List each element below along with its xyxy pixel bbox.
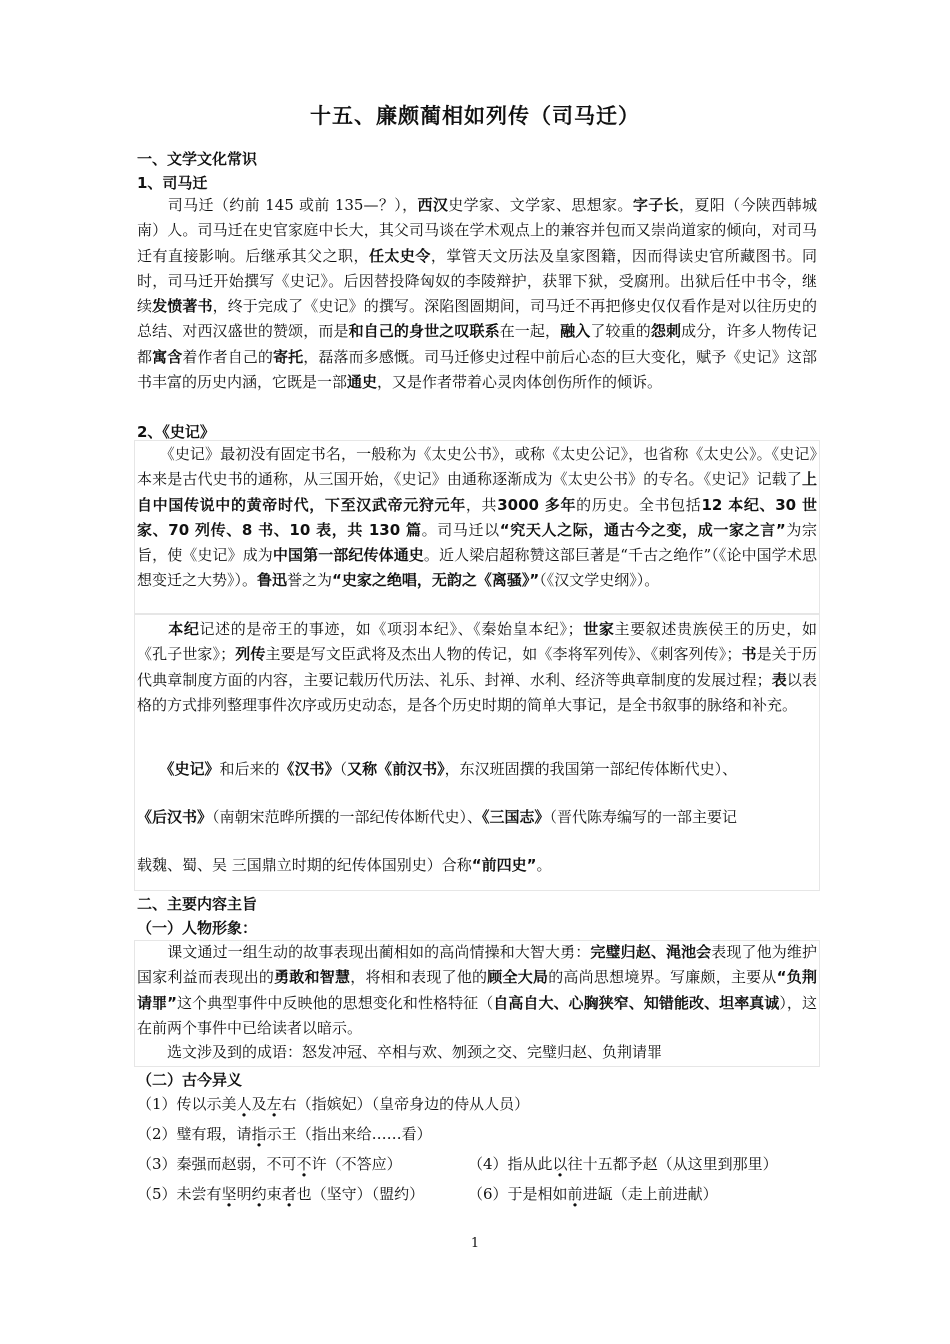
text-run: （6）于是相如 bbox=[468, 1185, 568, 1203]
emphasis-text: “负荆请罪” bbox=[137, 968, 817, 1012]
text-run: 往十五都予赵（从这里到那里） bbox=[567, 1155, 778, 1173]
gujin-item-5 bbox=[137, 1183, 424, 1204]
text-run: 许（不答应） bbox=[311, 1155, 402, 1173]
text-run: ，磊落而多感慨。司马迁修史过程中前后心态的巨大变化，赋予《史记》这部书丰富的历史内涵，它既是一部 bbox=[137, 347, 817, 392]
emphasis-text: 任太史令 bbox=[368, 246, 431, 265]
emphasis-text: 和自己的身世之叹联系 bbox=[348, 322, 500, 341]
text-run: 也（坚守）（盟约） bbox=[296, 1185, 425, 1203]
text-run: 的高尚思想境界。写廉颇，主要从 bbox=[548, 968, 777, 987]
text-run: 为宗旨，使《史记》成为 bbox=[137, 520, 818, 565]
emphasis-text: 《后汉书》 bbox=[137, 808, 213, 826]
text-run: ，又是作者带着心灵肉体创伤所作的倾诉。 bbox=[377, 373, 663, 392]
text-run: （3）秦强而赵弱，不可 bbox=[137, 1155, 297, 1173]
emphasis-text: “前四史” bbox=[471, 856, 537, 874]
text-run: （2）璧有瑕，请 bbox=[137, 1125, 252, 1143]
text-run bbox=[137, 620, 168, 638]
emphasis-text: 通史 bbox=[347, 373, 378, 392]
dotted-character: 人 bbox=[236, 1095, 252, 1113]
emphasis-text: 融入 bbox=[560, 322, 591, 341]
text-run: 记述的是帝王的事迹，如《项羽本纪》、《秦始皇本纪》； bbox=[199, 620, 583, 638]
subheading-gujin: （二）古今异义 bbox=[137, 1071, 243, 1089]
text-run: 及 bbox=[251, 1095, 267, 1113]
text-run: ，掌管天文历法及皇家图籍，因而得读史官所藏图书。同时，司马迁开始撰写《史记》。后因替投降匈奴的李陵辩护，获罪下狱，受腐刑。出狱后任中书令，继续 bbox=[137, 246, 817, 316]
emphasis-text: 鲁迅 bbox=[257, 571, 288, 590]
emphasis-text: 寓含 bbox=[152, 347, 183, 366]
text-run: 束 bbox=[266, 1185, 282, 1203]
emphasis-text: 列传 bbox=[235, 645, 266, 664]
dotted-character: 约 bbox=[251, 1185, 267, 1203]
text-run: 。近人梁启超称赞这部巨著是“千古之绝作”（《论中国学术思想变迁之大势》）。 bbox=[137, 546, 817, 590]
text-run: 了较重的 bbox=[590, 322, 651, 341]
text-run: 示王（指出来给……看） bbox=[266, 1125, 432, 1143]
text-run: 的历史。全书包括 bbox=[576, 495, 702, 514]
subheading-characters: （一）人物形象： bbox=[137, 919, 258, 937]
text-run: 《史记》最初没有固定书名，一般称为《太史公书》，或称《太史公记》，也省称《太史公》。《史记》本来是古代史书的通称，从三国开始，《史记》由通称逐渐成为《太史公书》的专名。《史记》记载了 bbox=[137, 445, 817, 489]
text-run: 主要是写文臣武将及杰出人物的传记，如《李将军列传》、《刺客列传》； bbox=[265, 645, 742, 664]
text-run: 和后来的 bbox=[219, 760, 280, 778]
section-heading-1: 一、文学文化常识 bbox=[137, 150, 258, 168]
text-run: （晋代陈寿编写的一部主要记 bbox=[549, 808, 738, 826]
text-run: 右（指嫔妃）（皇帝身边的侍从人员） bbox=[281, 1095, 530, 1113]
emphasis-text: 发愤著书 bbox=[152, 297, 213, 316]
emphasis-text: 又称《前汉书》 bbox=[347, 760, 445, 778]
emphasis-text: 12 本纪、30 世家、70 列传、8 书、10 表，共 130 篇 bbox=[137, 495, 817, 539]
text-run: （1）传以示美 bbox=[137, 1095, 237, 1113]
emphasis-text: 《史记》 bbox=[167, 760, 220, 778]
text-run: 进缻（走上前进献） bbox=[582, 1185, 718, 1203]
dotted-character: 前 bbox=[567, 1185, 583, 1203]
gujin-item-1 bbox=[137, 1093, 529, 1114]
emphasis-text: 世家 bbox=[582, 620, 615, 638]
text-run: （南朝宋范晔所撰的一部纪传体断代史）、 bbox=[212, 808, 483, 826]
emphasis-text: 勇敢和智慧 bbox=[274, 968, 351, 987]
paragraph-four-histories-line-1 bbox=[137, 755, 817, 783]
text-run: 课文通过一组生动的故事表现出蔺相如的高尚情操和大智大勇： bbox=[137, 943, 591, 961]
text-run: 明 bbox=[236, 1185, 252, 1203]
text-run: 誉之为 bbox=[287, 571, 333, 590]
dotted-character: 以 bbox=[552, 1155, 568, 1173]
gujin-item-3 bbox=[137, 1153, 402, 1174]
emphasis-text: 《汉书》 bbox=[279, 760, 340, 778]
emphasis-text: 字子长 bbox=[632, 196, 679, 214]
section-heading-2: 二、主要内容主旨 bbox=[137, 895, 258, 913]
text-run: 主要叙述贵族侯王的历史，如《孔子世家》； bbox=[137, 620, 817, 664]
dotted-character: 指 bbox=[251, 1125, 267, 1143]
dotted-character: 左 bbox=[266, 1095, 282, 1113]
emphasis-text: 寄托 bbox=[273, 347, 304, 366]
emphasis-text: “究天人之际，通古今之变，成一家之言” bbox=[499, 520, 786, 539]
emphasis-text: “史家之绝唱，无韵之《离骚》” bbox=[332, 571, 540, 590]
dotted-character: 不 bbox=[296, 1155, 312, 1173]
text-run: ，夏阳（今陕西韩城南）人。司马迁在史官家庭中长大，其父司马谈在学术观点上的兼容并包而又崇尚道家的倾向，对司马迁有直接影响。后继承其父之职， bbox=[137, 196, 817, 265]
text-run: 史学家、文学家、思想家。 bbox=[448, 196, 633, 214]
text-run: （5）未尝有 bbox=[137, 1185, 222, 1203]
text-run: （《汉文学史纲》）。 bbox=[539, 571, 660, 590]
emphasis-text: 书 bbox=[741, 645, 757, 664]
emphasis-text: 自高自大、心胸狭窄、知错能改、坦率真诚 bbox=[493, 993, 780, 1012]
emphasis-text: 本纪 bbox=[168, 620, 200, 638]
paragraph-shiji bbox=[137, 442, 817, 594]
text-run: 着作者自己的 bbox=[182, 347, 274, 366]
paragraph-characters bbox=[137, 940, 817, 1041]
text-run: 以表格的方式排列整理事件次序或历史动态，是各个历史时期的简单大事记，是全书叙事的脉络和补充。 bbox=[137, 670, 817, 714]
emphasis-text: 表 bbox=[771, 670, 787, 689]
text-run: 司马迁（约前 145 或前 135—？）， bbox=[137, 196, 418, 214]
gujin-item-4 bbox=[468, 1153, 778, 1174]
text-run: ，终于完成了《史记》的撰写。深陷图圄期间，司马迁不再把修史仅仅看作是对以往历史的总结、对西汉盛世的赞颂，而是 bbox=[137, 297, 817, 341]
gujin-item-6 bbox=[468, 1183, 718, 1204]
paragraph-sima-qian bbox=[137, 193, 817, 395]
text-run: ，东汉班固撰的我国第一部纪传体断代史）、 bbox=[444, 760, 738, 778]
emphasis-text: 西汉 bbox=[417, 196, 449, 214]
text-run: 在一起， bbox=[499, 322, 561, 341]
paragraph-four-histories-line-3 bbox=[137, 851, 817, 879]
dotted-character: 者 bbox=[281, 1185, 297, 1203]
text-run: ，共 bbox=[465, 495, 498, 514]
paragraph-shiji-structure bbox=[137, 617, 817, 718]
text-run: 表现了他为维护国家利益而表现出的 bbox=[137, 943, 817, 987]
text-run: 成分，许多人物传记都 bbox=[137, 322, 817, 366]
emphasis-text: 《三国志》 bbox=[482, 808, 550, 826]
emphasis-text: 3000 多年 bbox=[497, 495, 577, 514]
page-number: 1 bbox=[470, 1236, 480, 1251]
emphasis-text: 中国第一部纪传体通史 bbox=[272, 546, 424, 565]
text-run: 。 bbox=[536, 856, 552, 874]
emphasis-text: 顾全大局 bbox=[487, 968, 549, 987]
page-title: 十五、廉颇蔺相如列传（司马迁） bbox=[310, 104, 640, 128]
text-run bbox=[137, 760, 167, 778]
text-run: （4）指从此 bbox=[468, 1155, 553, 1173]
text-run: 载魏、蜀、吴 三国鼎立时期的纪传体国别史）合称 bbox=[137, 856, 472, 874]
dotted-character: 坚 bbox=[221, 1185, 237, 1203]
emphasis-text: 完璧归赵、渑池会 bbox=[590, 943, 712, 961]
text-run: ），这在前两个事件中已给读者以暗示。 bbox=[137, 993, 817, 1037]
subheading-sima-qian: 1、司马迁 bbox=[137, 174, 208, 192]
subheading-shiji: 2、《史记》 bbox=[137, 423, 215, 441]
emphasis-text: 上自中国传说中的黄帝时代，下至汉武帝元狩元年 bbox=[137, 470, 817, 514]
paragraph-idioms: 选文涉及到的成语：怒发冲冠、卒相与欢、刎颈之交、完璧归赵、负荆请罪 bbox=[137, 1043, 663, 1061]
paragraph-four-histories-line-2 bbox=[137, 803, 817, 831]
gujin-item-2 bbox=[137, 1123, 432, 1144]
text-run: （ bbox=[339, 760, 348, 778]
text-run: 这个典型事件中反映他的思想变化和性格特征（ bbox=[176, 993, 494, 1012]
text-run: 是关于历代典章制度方面的内容，主要记载历代历法、礼乐、封禅、水利、经济等典章制度的发展过程； bbox=[137, 645, 817, 689]
text-run: 。司马迁以 bbox=[421, 520, 500, 539]
emphasis-text: 怨刺 bbox=[650, 322, 682, 341]
text-run: ，将相和表现了他的 bbox=[350, 968, 488, 987]
